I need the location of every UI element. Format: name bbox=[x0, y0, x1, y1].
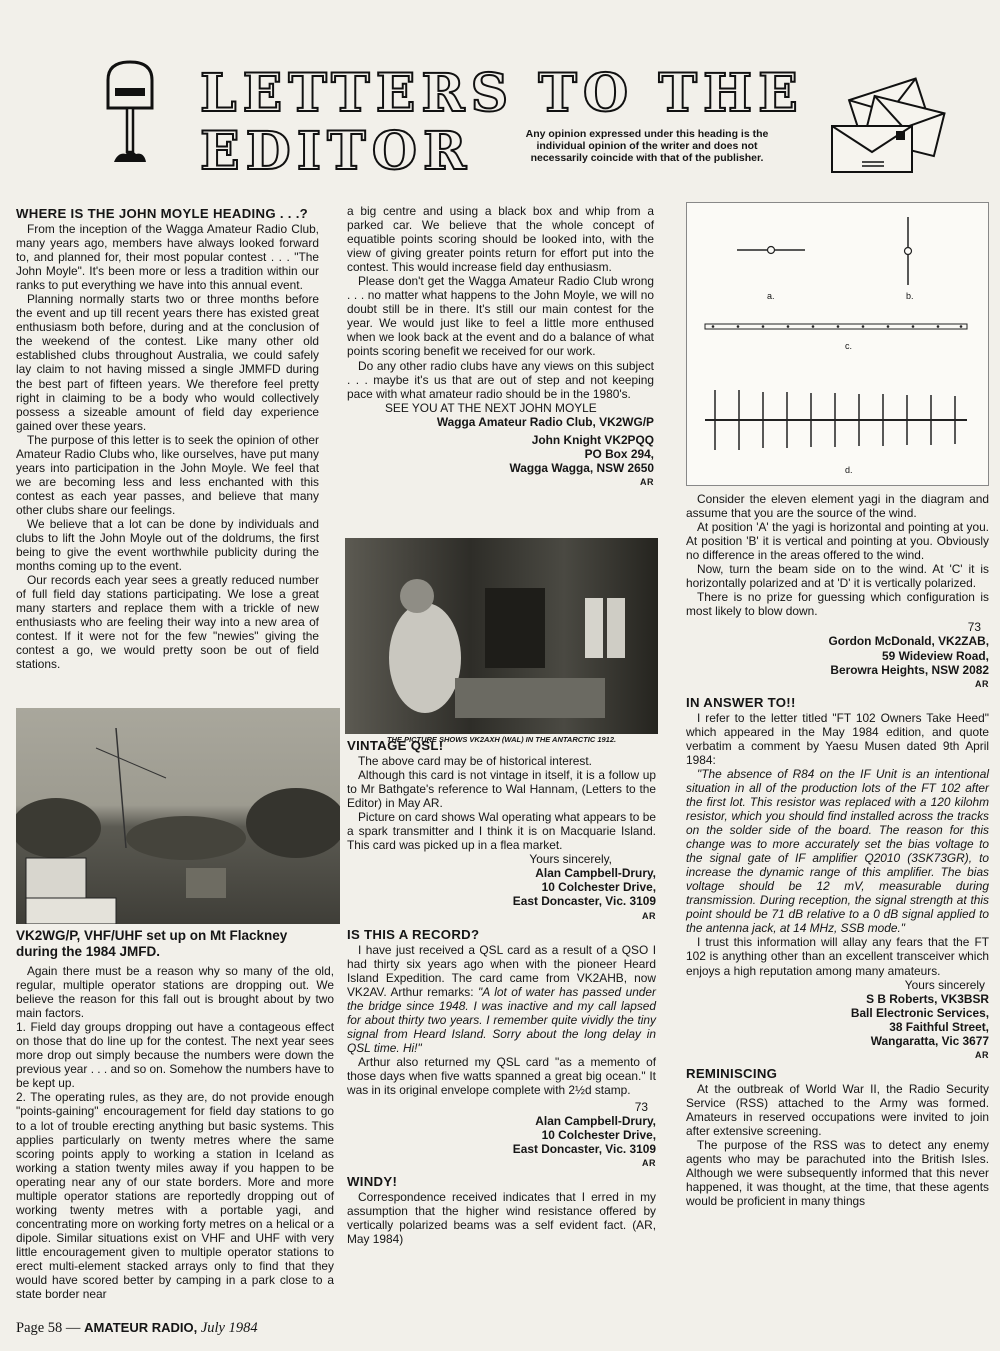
signature-line: PO Box 294, bbox=[584, 446, 654, 461]
signature-line: Wagga Amateur Radio Club, VK2WG/P bbox=[436, 414, 654, 429]
signature-line: Wangaratta, Vic 3677 bbox=[870, 1033, 989, 1048]
record-heading: IS THIS A RECORD? bbox=[347, 926, 480, 942]
page-footer bbox=[16, 1320, 258, 1337]
qsl-photo bbox=[345, 538, 658, 734]
reminiscing-heading: REMINISCING bbox=[686, 1065, 778, 1081]
paragraph: Planning normally starts two or three months before the event and up till recent years there has existed great enthusiasm both before, during and at the conclusion of the weekend of the contest. Like many other old established clubs throughout Australia, we could safely lay claim to not having missed a single JMMFD during the best part of fifteen years. We therefore feel pretty right in claiming to be a body who would collectively possess a sizeable amount of field day experience gained over these years. bbox=[16, 292, 319, 433]
paragraph: Consider the eleven element yagi in the diagram and assume that you are the source of the wind. bbox=[686, 492, 989, 521]
disclaimer: Any opinion expressed under this heading is the individual opinion of the writer and does not necessarily coincide with that of the publisher. bbox=[525, 128, 769, 164]
seventy-three: 73 bbox=[967, 620, 981, 635]
signature-line: Wagga Wagga, NSW 2650 bbox=[509, 460, 654, 475]
signature-line: Alan Campbell-Drury, bbox=[535, 866, 656, 881]
vintage-heading: VINTAGE QSL! bbox=[347, 738, 444, 753]
paragraph: From the inception of the Wagga Amateur Radio Club, many years ago, members have always looked forward to, and planned for, their most popular contest . . . "The John Moyle". It's been more or less a tradition within our ranks to put everything we have into this annual event. bbox=[16, 222, 319, 293]
signature-line: Berowra Heights, NSW 2082 bbox=[830, 662, 989, 677]
diagram-label-c: c. bbox=[845, 341, 853, 351]
ar-mark: AR bbox=[642, 1158, 656, 1169]
signature-block bbox=[686, 992, 989, 1062]
signature-line: Alan Campbell-Drury, bbox=[535, 1114, 656, 1129]
diagram-label-d: d. bbox=[845, 465, 853, 475]
signature-line: 10 Colchester Drive, bbox=[541, 880, 656, 895]
paragraph: I have just received a QSL card as a result of a QSO I had thirty six years ago when with the pioneer Heard Island Expedition. The card came from VK2AHB, now VK2AV. Arthur remarks: bbox=[347, 942, 656, 999]
closing: Yours sincerely bbox=[904, 977, 985, 992]
field-day-photo bbox=[16, 708, 340, 924]
article-heading: WHERE IS THE JOHN MOYLE HEADING . . .? bbox=[16, 206, 309, 221]
seventy-three: 73 bbox=[634, 1100, 648, 1115]
page-title-line1: LETTERS TO THE bbox=[200, 63, 804, 124]
paragraph: Again there must be a reason why so many of the old, regular, multiple operator stations are dropping out. We believe the reason for this fall out is brought about by two main factors. bbox=[16, 964, 334, 1021]
signature-block bbox=[347, 866, 656, 922]
paragraph: Do any other radio clubs have any views on this subject . . . maybe it's us that are out of step and not keeping pace with what amateur radio should be in the 1980's. bbox=[347, 358, 654, 401]
magazine-name: AMATEUR RADIO, bbox=[84, 1320, 198, 1335]
paragraph: The purpose of the RSS was to detect any enemy agents who may be parachuted into the British Isles. Although we were subsequently informed that this never happened, it was thought, at the time, that these agents would be proficient in many things bbox=[686, 1138, 989, 1209]
page-title-line2: EDITOR bbox=[200, 121, 473, 182]
page-number: Page 58 — bbox=[16, 1320, 81, 1336]
signature-line: Ball Electronic Services, bbox=[850, 1005, 989, 1020]
qsl-photo-caption: THE PICTURE SHOWS VK2AXH (WAL) IN THE ANTARCTIC 1912. bbox=[386, 735, 617, 744]
column-2 bbox=[347, 204, 654, 489]
ar-mark: AR bbox=[975, 1049, 989, 1060]
paragraph: The purpose of this letter is to seek the opinion of other Amateur Radio Clubs who, like ourselves, have put many years into participation in the John Moyle. We feel that we are becoming less and less enchanted with this contest as each year passes, and believe that many other clubs share our feelings. bbox=[16, 432, 319, 517]
paragraph: 1. Field day groups dropping out have a contageous effect on those that do line up for the contest. The next year sees more drop out simply because the numbers were down the previous year . . . and so on. Somehow the numbers have to be kept up. bbox=[16, 1020, 334, 1091]
windy-heading: WINDY! bbox=[347, 1174, 398, 1190]
diagram-label-a: a. bbox=[767, 291, 775, 301]
paragraph: 2. The operating rules, as they are, do not provide enough "points-gaining" encouragement for field day stations to go to a lot of trouble erecting anything but basic systems. This applies particularly on twenty metres where the same scoring points apply to working a station in Iceland as working a station twenty miles away if you happen to be operating near any of our state borders. More and more multiple operator stations are reportedly dropping out of working twenty metres with a portable yagi, and concentrating more on working forty metres on a helical or a dipole. Similar situations exist on VHF and UHF with very little encouragement given to multiple operator stations to erect multi-element stacked arrays only to find that they would have scored better by camping in a park close to a state border near bbox=[16, 1090, 334, 1302]
yagi-diagram bbox=[686, 202, 989, 486]
closing: Yours sincerely, bbox=[529, 852, 612, 867]
paragraph: I refer to the letter titled "FT 102 Owners Take Heed" which appeared in the May 1984 edition, and quote verbatim a comment by Yaesu Musen dated 9th April 1984: bbox=[686, 710, 989, 767]
quote: "A lot of water has passed under the bridge since 1948. I was inactive and my call lapsed for about thirty two years. I remember quite vividly the tiny signal from Heard Island. Sorry about the long delay in QSL time. Hi!" bbox=[347, 984, 656, 1055]
signature-line: 10 Colchester Drive, bbox=[541, 1128, 656, 1143]
paragraph: Now, turn the beam side on to the wind. At 'C' it is horizontally polarized and at 'D' it is vertically polarized. bbox=[686, 562, 989, 591]
column-1 bbox=[16, 206, 319, 672]
paragraph: a big centre and using a black box and whip from a parked car. We believe that the whole concept of equatible points scoring should be looked into, with the view of giving greater points return for effort put into the contest. This would increase field day enthusiasm. bbox=[347, 204, 654, 275]
envelopes-icon bbox=[826, 76, 956, 176]
paragraph: The above card may be of historical interest. bbox=[358, 754, 592, 768]
column-1-continued bbox=[16, 964, 334, 1301]
signature-line: S B Roberts, VK3BSR bbox=[866, 991, 989, 1006]
signature-line: East Doncaster, Vic. 3109 bbox=[512, 1142, 656, 1157]
signature-line: East Doncaster, Vic. 3109 bbox=[512, 894, 656, 909]
issue-date: July 1984 bbox=[200, 1320, 258, 1336]
signature-line: Gordon McDonald, VK2ZAB, bbox=[828, 634, 989, 649]
signature-block bbox=[686, 634, 989, 690]
column-3 bbox=[686, 492, 989, 1208]
ar-mark: AR bbox=[642, 910, 656, 921]
signature-block bbox=[347, 1114, 656, 1170]
answer-heading: IN ANSWER TO!! bbox=[686, 694, 796, 710]
paragraph: Arthur also returned my QSL card "as a memento of those days when five watts spanned a great big ocean." It was in its original envelope complete with 2½d stamp. bbox=[347, 1054, 656, 1098]
paragraph: Picture on card shows Wal operating what appears to be a spark transmitter and I think it is on Macquarie Island. This card was picked up in a flea market. bbox=[347, 810, 656, 853]
signoff: SEE YOU AT THE NEXT JOHN MOYLE bbox=[385, 400, 597, 415]
signature-line: 38 Faithful Street, bbox=[889, 1019, 989, 1034]
signature-line: John Knight VK2PQQ bbox=[531, 432, 654, 447]
paragraph: We believe that a lot can be done by individuals and clubs to lift the John Moyle out of the doldrums, the first being to give the event worthwhile publicity during the months coming up to the event. bbox=[16, 516, 319, 574]
paragraph: At position 'A' the yagi is horizontal and pointing at you. At position 'B' it is vertical and pointing at you. Obviously no difference in the areas offered to the wind. bbox=[686, 520, 989, 563]
paragraph: Although this card is not vintage in itself, it is a follow up to Mr Bathgate's reference to Wal Hannam, (Letters to the Editor) in May AR. bbox=[347, 768, 656, 811]
paragraph: Our records each year sees a greatly reduced number of full field day stations participating. We lose a great many starters and replace them with a trickle of new enthusiasts who are feeling their way into a new area of contest. If it were not for the few "newies" giving the contest a go, we would pretty soon be out of field stations. bbox=[16, 573, 319, 672]
diagram-label-b: b. bbox=[906, 291, 914, 301]
photo-caption: VK2WG/P, VHF/UHF set up on Mt Flackney during the 1984 JMFD. bbox=[16, 928, 288, 959]
paragraph: Correspondence received indicates that I erred in my assumption that the higher wind resistance offered by vertically polarized beams was a self evident fact. (AR, May 1984) bbox=[347, 1190, 656, 1247]
signature-block bbox=[347, 415, 654, 489]
ar-mark: AR bbox=[975, 678, 989, 689]
mailbox-icon bbox=[100, 58, 160, 170]
paragraph: I trust this information will allay any fears that the FT 102 is anything other than an excellent transceiver which enjoys a high reputation among many amateurs. bbox=[686, 935, 989, 978]
quote: "The absence of R84 on the IF Unit is an intentional situation in all of the production lots of the FT 102 after the first lot. This resistor was replaced with a 120 kilohm resistor, which you should find installed across the tracks on the solder side of the board. The reason for this change was to more accurately set the bias voltage to the signal gate of IF amplifier Q2010 (3SK73GR), to increase the dynamic range of this amplifier. The bias voltage should be 12 mV, measurable during transmission. During reception, the signal strength at this point should be 71 dB relative to a 0 dB signal applied to the antenna jack, at 14 MHz, SSB mode." bbox=[686, 766, 989, 936]
paragraph: There is no prize for guessing which configuration is most likely to blow down. bbox=[686, 590, 989, 619]
column-2-lower bbox=[347, 738, 656, 1247]
paragraph: Please don't get the Wagga Amateur Radio Club wrong . . . no matter what happens to the John Moyle, we will no doubt still be in there. It's still our main contest for the year. We would just like to feel a little more enthused when we look back at the event and do a balance of what points scoring benefit we received for our work. bbox=[347, 274, 654, 359]
signature-line: 59 Wideview Road, bbox=[882, 648, 989, 663]
paragraph: At the outbreak of World War II, the Radio Security Service (RSS) attached to the Army was formed. Amateurs in reserved occupations were invited to join after extensive screening. bbox=[686, 1081, 989, 1138]
ar-mark: AR bbox=[640, 476, 654, 487]
